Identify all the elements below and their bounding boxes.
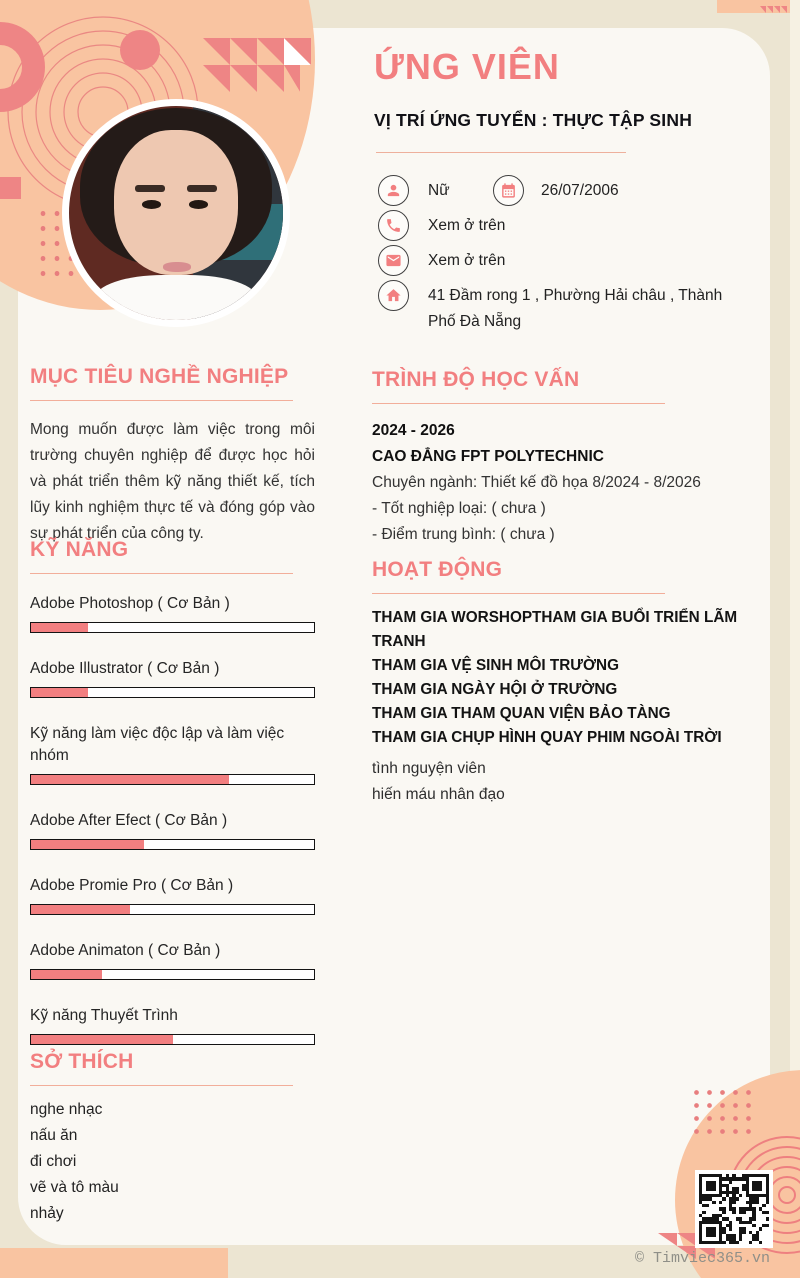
activity-item: THAM GIA THAM QUAN VIỆN BẢO TÀNG (372, 705, 671, 722)
skill-label: Adobe Photoshop ( Cơ Bản ) (30, 595, 230, 612)
section-divider (30, 400, 293, 401)
skill-progress-bar (30, 904, 315, 915)
address-value: 41 Đầm rong 1 , Phường Hải châu , Thành Phố Đà Nẵng (428, 287, 723, 330)
education-major: Chuyên ngành: Thiết kế đồ họa 8/2024 - 8/2026 (372, 474, 701, 491)
hobby-item: nhảy (30, 1205, 64, 1222)
skill-progress-fill (31, 688, 88, 697)
activity-item: THAM GIA VỆ SINH MÔI TRƯỜNG (372, 657, 619, 674)
skill-label: Kỹ năng làm việc độc lập và làm việc nhóm (30, 725, 285, 764)
email-value: Xem ở trên (428, 252, 506, 269)
objective-text: Mong muốn được làm việc trong môi trường chuyên nghiệp để được học hỏi và phát triển thêm kỹ năng thiết kế, tích lũy kinh nghiệm thực tế và đóng góp vào sự phát triển của công ty. (30, 421, 315, 542)
mail-icon (378, 245, 409, 276)
skill-item (30, 723, 315, 785)
section-heading: TRÌNH ĐỘ HỌC VẤN (372, 368, 580, 391)
skill-item (30, 593, 315, 633)
contact-row-address (378, 280, 770, 335)
skill-item (30, 1005, 315, 1045)
calendar-icon (493, 175, 524, 206)
skill-progress-bar (30, 969, 315, 980)
skill-progress-fill (31, 970, 102, 979)
section-heading: HOẠT ĐỘNG (372, 558, 503, 581)
section-skills (30, 538, 315, 1045)
watermark-credit: © Timviec365.vn (634, 1250, 770, 1267)
home-icon (378, 280, 409, 311)
subtitle-divider (376, 152, 626, 153)
section-heading: MỤC TIÊU NGHỀ NGHIỆP (30, 365, 289, 388)
education-detail: - Tốt nghiệp loại: ( chưa ) (372, 500, 546, 517)
section-divider (372, 593, 665, 594)
skill-progress-fill (31, 775, 229, 784)
skill-label: Adobe Promie Pro ( Cơ Bản ) (30, 877, 234, 894)
section-objective (30, 365, 315, 547)
person-icon (378, 175, 409, 206)
skill-label: Kỹ năng Thuyết Trình (30, 1007, 178, 1024)
section-education (372, 368, 752, 548)
contact-row-phone (378, 210, 770, 241)
section-activities (372, 558, 752, 808)
skill-progress-fill (31, 905, 130, 914)
skill-label: Adobe Animaton ( Cơ Bản ) (30, 942, 221, 959)
activity-item: tình nguyện viên (372, 760, 486, 777)
contact-row-gender-birthday (378, 175, 770, 206)
gender-value: Nữ (428, 182, 450, 199)
skill-label: Adobe Illustrator ( Cơ Bản ) (30, 660, 220, 677)
skill-item (30, 810, 315, 850)
section-divider (30, 573, 293, 574)
hobby-item: đi chơi (30, 1153, 77, 1170)
education-period: 2024 - 2026 (372, 422, 455, 439)
section-heading: SỞ THÍCH (30, 1050, 134, 1073)
section-hobbies (30, 1050, 315, 1227)
section-heading: KỸ NĂNG (30, 538, 129, 561)
skill-label: Adobe After Efect ( Cơ Bản ) (30, 812, 228, 829)
skill-progress-bar (30, 1034, 315, 1045)
skill-progress-fill (31, 840, 144, 849)
phone-icon (378, 210, 409, 241)
skill-progress-bar (30, 622, 315, 633)
skill-progress-fill (31, 623, 88, 632)
hobby-item: nghe nhạc (30, 1101, 103, 1118)
skill-progress-bar (30, 839, 315, 850)
education-detail: - Điểm trung bình: ( chưa ) (372, 526, 555, 543)
section-divider (30, 1085, 293, 1086)
skill-progress-bar (30, 687, 315, 698)
page-title: ỨNG VIÊN (374, 46, 560, 87)
skill-progress-fill (31, 1035, 173, 1044)
skill-item (30, 875, 315, 915)
skill-progress-bar (30, 774, 315, 785)
hobby-item: vẽ và tô màu (30, 1179, 119, 1196)
section-divider (372, 403, 665, 404)
skill-item (30, 940, 315, 980)
activity-item: THAM GIA CHỤP HÌNH QUAY PHIM NGOÀI TRỜI (372, 729, 722, 746)
hobby-item: nấu ăn (30, 1127, 78, 1144)
skill-item (30, 658, 315, 698)
birthday-value: 26/07/2006 (541, 182, 619, 199)
activity-item: THAM GIA WORSHOPTHAM GIA BUỔI TRIỂN LÃM TRANH (372, 609, 738, 650)
applied-position: VỊ TRÍ ỨNG TUYỂN : THỰC TẬP SINH (374, 110, 693, 130)
education-school: CAO ĐẲNG FPT POLYTECHNIC (372, 448, 604, 465)
contact-row-email (378, 245, 770, 276)
activity-item: hiến máu nhân đạo (372, 786, 505, 803)
phone-value: Xem ở trên (428, 217, 506, 234)
activity-item: THAM GIA NGÀY HỘI Ở TRƯỜNG (372, 681, 618, 698)
contact-info (378, 175, 770, 339)
